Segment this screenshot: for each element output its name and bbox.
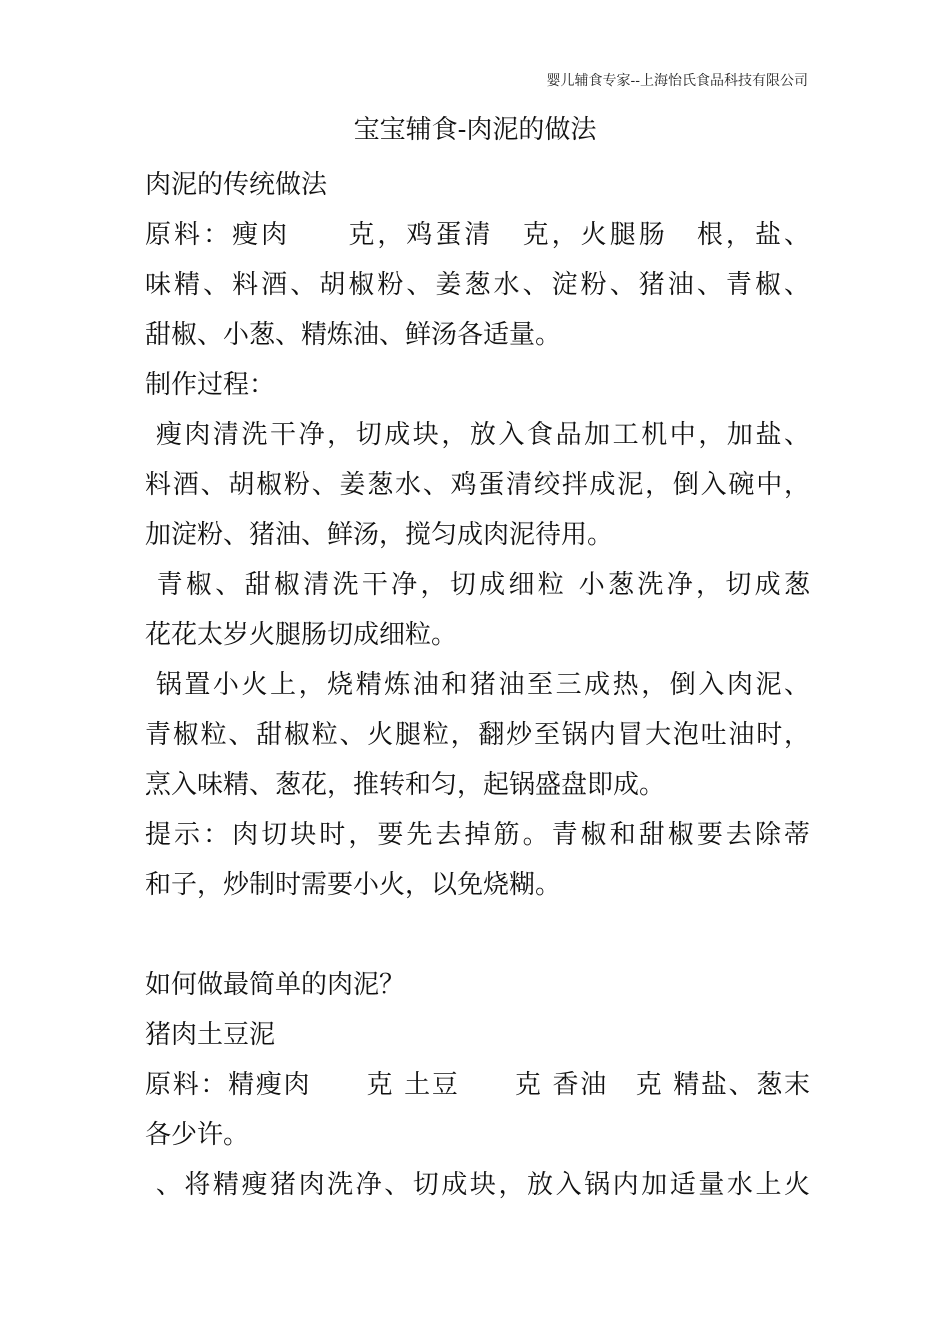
text-line: 加淀粉、猪油、鲜汤，搅匀成肉泥待用。 [145, 520, 614, 550]
text-line: 青椒、甜椒清洗干净，切成细粒 小葱洗净，切成葱 [145, 570, 810, 600]
text-line: 提示：肉切块时，要先去掉筋。青椒和甜椒要去除蒂 [145, 820, 810, 850]
document-body [145, 160, 810, 1210]
text-line: 原料：精瘦肉 克 土豆 克 香油 克 精盐、葱末 [145, 1070, 810, 1100]
text-line: 甜椒、小葱、精炼油、鲜汤各适量。 [145, 320, 562, 350]
text-line [145, 910, 810, 960]
text-line: 烹入味精、葱花，推转和匀，起锅盛盘即成。 [145, 770, 666, 800]
page-header: 婴儿辅食专家--上海怡氏食品科技有限公司 [546, 73, 808, 89]
text-line: 猪肉土豆泥 [145, 1020, 276, 1050]
text-line: 味精、料酒、胡椒粉、姜葱水、淀粉、猪油、青椒、 [145, 270, 810, 300]
text-line: 如何做最简单的肉泥？ [145, 970, 406, 1000]
text-line: 各少许。 [145, 1120, 250, 1150]
text-line: 青椒粒、甜椒粒、火腿粒，翻炒至锅内冒大泡吐油时， [145, 720, 810, 750]
text-line: 、将精瘦猪肉洗净、切成块，放入锅内加适量水上火 [145, 1170, 810, 1200]
text-line: 肉泥的传统做法 [145, 170, 328, 200]
document-title: 宝宝辅食-肉泥的做法 [353, 115, 597, 145]
text-line: 原料：瘦肉 克，鸡蛋清 克，火腿肠 根，盐、 [145, 220, 810, 250]
text-line: 锅置小火上，烧精炼油和猪油至三成热，倒入肉泥、 [145, 670, 810, 700]
text-line: 制作过程： [145, 370, 276, 400]
text-line: 花花太岁火腿肠切成细粒。 [145, 620, 458, 650]
text-line: 瘦肉清洗干净，切成块，放入食品加工机中，加盐、 [145, 420, 810, 450]
text-line: 料酒、胡椒粉、姜葱水、鸡蛋清绞拌成泥，倒入碗中， [145, 470, 810, 500]
text-line: 和子，炒制时需要小火，以免烧糊。 [145, 870, 562, 900]
